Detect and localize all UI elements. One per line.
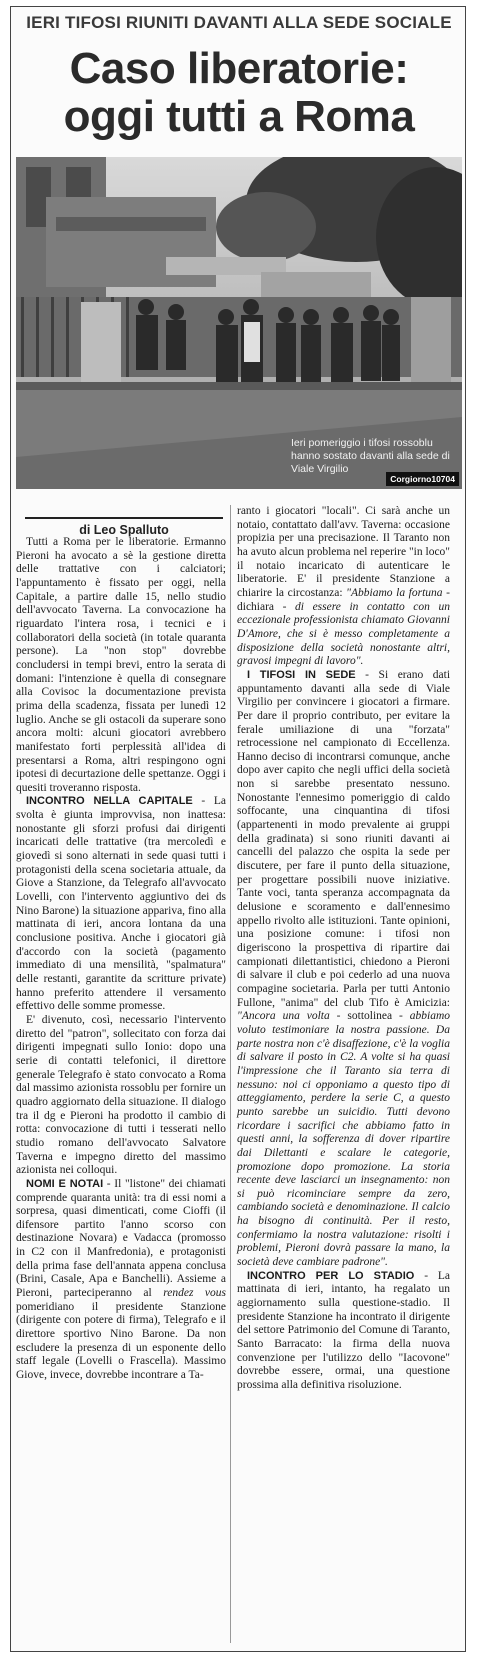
paragraph: E' divenuto, così, necessario l'intervento diretto del "patron", sollecitato con forza dai dirigenti impegnati sullo Ionio: dopo una serie di contatti telefonici, il direttore generale Telegrafo è stato convocato a Roma dal massimo azionista rossoblu per fornire un quadro aggiornato della situazione. Il dialogo tra il dg e Pieroni ha prodotto il cambio di rotta: convocazione di tutti i tesserati nello studio romano dell'avvocato Salvatore Taverna e impegno diretto del massimo azionista nei colloqui. (16, 1013, 226, 1177)
subheading: INCONTRO PER LO STADIO (247, 1269, 415, 1282)
article-photo (16, 157, 462, 489)
column-divider (230, 505, 231, 1643)
paragraph: NOMI E NOTAI - Il "listone" dei chiamati comprende quaranta unità: tra di essi nomi a sorpresa, quasi dimenticati, come Cioffi (il difensore partito l'anno scorso con destinazione Novara) e Vadacca (promosso in C2 con il Manfredonia), e protagonisti della prima fase dell'annata appena conclusa (Brini, Casale, Apa e Banchelli). Assieme a Pieroni, parteciperanno al rendez vous pomeridiano il presidente Stanzione (dirigente con potere di firma), Telegrafo e il direttore sportivo Nino Barone. Da non escludere la presenza di un esponente dello staff legale (Lovelli o Frascella). Massimo Giove, invece, dovrebbe incontrare a Ta- (16, 1177, 227, 1382)
headline-line-2: oggi tutti a Roma (63, 92, 415, 141)
byline: di Leo Spalluto (79, 523, 169, 537)
byline-rule (25, 517, 223, 519)
subheading: I TIFOSI IN SEDE (247, 668, 356, 681)
left-column (16, 536, 226, 1383)
subheading: NOMI E NOTAI (26, 1177, 104, 1190)
photo-credit: Corgiorno10704 (386, 472, 459, 486)
article-kicker: IERI TIFOSI RIUNITI DAVANTI ALLA SEDE SOCIALE (26, 13, 452, 32)
article-headline (11, 45, 467, 141)
paragraph: Tutti a Roma per le liberatorie. Ermanno Pieroni ha avocato a sè la gestione diretta delle trattative con i calciatori; l'appuntamento è fissato per oggi, nella Capitale, a partire dalle 15, nello studio dell'avvocato Taverna. La convocazione ha riguardato l'intera rosa, i tecnici e i collaboratori della società (in totale quaranta persone). La "non stop" dovrebbe concludersi in tempi brevi, entro la serata di domani: l'intenzione è quella di consegnare alla Covisoc la documentazione prevista prima della scadenza, fissata per lunedì 12 luglio. Anche se gli ostacoli da superare sono ancora molti: alcuni giocatori avrebbero manifestato forti perplessità all'idea di presentarsi a Roma, altri respingono ogni ipotesi di decurtazione delle spettanze. Oggi i quesiti troveranno risposta. (16, 536, 226, 794)
headline-line-1: Caso liberatorie: (69, 44, 409, 93)
paragraph: INCONTRO NELLA CAPITALE - La svolta è giunta improvvisa, non inattesa: nonostante gli sforzi profusi dai dirigenti incaricati delle trattative (tra mercoledì e giovedì si sono alternati in sede quasi tutti i protagonisti della scena societaria attuale, da Giove a Stanzione, da Telegrafo all'avvocato Lovelli, con l'intervento aggiuntivo dei ds Nino Barone) la situazione appariva, fino alla mattinata di ieri, ancora lontana da una conclusione positiva. Anche i giocatori già d'accordo con la società (pagamento immediato di una mensilità, "spalmatura" delle restanti, garantite da scritture private) hanno preferito attendere il versamento effettivo delle somme promesse. (16, 795, 226, 1013)
paragraph: I TIFOSI IN SEDE - Si erano dati appuntamento davanti alla sede di Viale Virgilio per convincere i giocatori a firmare. Per dare il proprio contributo, per evitare la ferale umiliazione di una "forzata" retrocessione nel campionato di Eccellenza. Hanno deciso di incontrarsi comunque, anche dopo aver capito che negli uffici della società non si sarebbe presentato nessuno. Nonostante l'ennesimo pomeriggio di caldo soffocante, una cinquantina di tifosi (appartenenti in modo prevalente ai gruppi della gradinata) si sono riuniti davanti ai cancelli del palazzo che ospita la sede per discutere, per fare il punto della situazione, per progettare possibili nuove iniziative. Tante voci, tanta speranza accompagnata da delusione e scoramento e dall'ennesimo appello rivolto alle istituzioni. Tante opinioni, una posizione comune: i tifosi non digeriscono la prospettiva di ripartire dai campionati dilettantistici, chiedono a Pieroni di salvare il club e poi cederlo ad una nuova compagine societaria. Parla per tutti Antonio Fullone, "anima" del club Tifo è Amicizia: "Ancora una volta - sottolinea - abbiamo voluto testimoniare la nostra passione. Da parte nostra non c'è disaffezione, c'è la voglia di salvare il posto in C2. A volte si ha quasi l'impressione che il Taranto sia terra di nessuno: noi ci opponiamo a questo tipo di atteggiamento, perdere la serie C, a questo punto sarebbe un suicidio. Tutti devono ricordare i sacrifici che abbiamo fatto in questi anni, la sofferenza di dover ripartire dai Dilettanti e scalare le categorie, promozione dopo promozione. La storia recente deve lasciarci un insegnamento: non si può ricominciare sempre da zero, cambiando società e denominazione. Il calcio ha bisogno di continuità. Per il resto, confermiamo la nostra valutazione: risolti i problemi, Pieroni dovrà passare la mano, la società deve cambiare padrone". (237, 668, 451, 1269)
paragraph: ranto i giocatori "locali". Ci sarà anche un notaio, contattato dall'avv. Taverna: occasione propizia per una precisazione. Il Taranto non ha avuto alcun problema nel reperire "in loco" il notaio incaricato di autenticare le liberatorie. E' il presidente Stanzione a chiarire la circostanza: "Abbiamo la fortuna - dichiara - di essere in contatto con un eccezionale professionista chiamato Giovanni D'Amore, che si è messo completamente a disposizione della società nonostante altri, gravosi impegni di lavoro". (237, 505, 450, 668)
paragraph: INCONTRO PER LO STADIO - La mattinata di ieri, intanto, ha regalato un aggiornamento sulla questione-stadio. Il presidente Stanzione ha incontrato il dirigente del settore Patrimonio del Comune di Taranto, Santo Barracato: la firma della nuova convenzione per l'utilizzo dello "Iacovone" dovrebbe essere, ormai, una questione prossima alla definitiva risoluzione. (237, 1269, 450, 1391)
right-column (237, 505, 450, 1393)
subheading: INCONTRO NELLA CAPITALE (26, 795, 193, 808)
byline-block (15, 517, 233, 537)
photo-caption: Ieri pomeriggio i tifosi rossoblu hanno sostato davanti alla sede di Viale Virgilio (291, 437, 450, 475)
